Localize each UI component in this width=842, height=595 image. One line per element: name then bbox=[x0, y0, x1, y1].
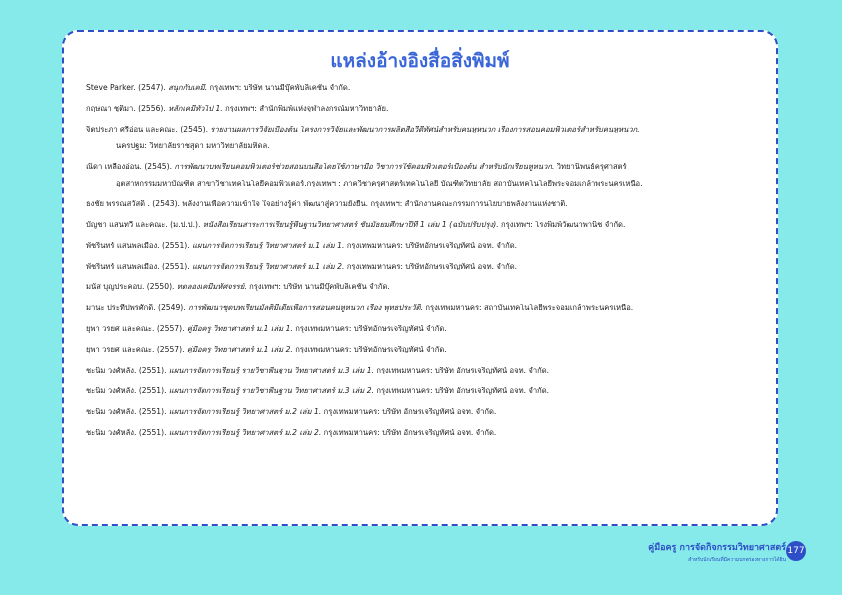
reference-publisher: กรุงเทพมหานคร: บริษัทอักษรเจริญทัศน์ จำกัด. bbox=[292, 345, 447, 354]
reference-author-year: กฤษณา ชุติมา. (2556). bbox=[86, 104, 169, 113]
reference-title: การพัฒนาบทเรียนคอมพิวเตอร์ช่วยสอนบนสื่อโดยใช้ภาษามือ วิชาการใช้คอมพิวเตอร์เบื้องต้น สำหรับนักเรียนหูหนวก. bbox=[174, 162, 555, 171]
page-number-badge: 177 bbox=[786, 541, 806, 561]
reference-line bbox=[86, 387, 762, 395]
reference-title: คู่มือครู วิทยาศาสตร์ ม.1 เล่ม 1. bbox=[186, 325, 293, 333]
footer-book-title: คู่มือครู การจัดกิจกรรมวิทยาศาสตร์ bbox=[648, 543, 786, 553]
reference-title: การพัฒนาชุดบทเรียนมัลติมีเดียเพื่อการสอนคนหูหนวก เรื่อง พุทธประวัติ. bbox=[188, 304, 423, 312]
reference-publisher: กรุงเทพมหานคร: บริษัท อักษรเจริญทัศน์ อจท. จำกัด. bbox=[373, 387, 550, 395]
reference-item bbox=[86, 105, 762, 113]
reference-line bbox=[86, 283, 762, 291]
footer-subtitle: สำหรับนักเรียนที่มีความบกพร่องทางการได้ยิน bbox=[688, 557, 786, 563]
reference-title: คู่มือครู วิทยาศาสตร์ ม.1 เล่ม 2. bbox=[186, 345, 293, 354]
reference-line bbox=[86, 200, 762, 208]
reference-line bbox=[86, 105, 762, 113]
reference-item bbox=[86, 263, 762, 271]
reference-author-year: มนัส บุญประคอบ. (2550). bbox=[86, 283, 177, 292]
reference-author-year: พัชรินทร์ แสนพลเมือง. (2551). bbox=[86, 241, 193, 250]
reference-publisher: พลังงานเพื่อความเข้าใจ ใจอย่างรู้ค่า พัฒนาสู่ความยั่งยืน. กรุงเทพฯ: สำนักงานคณะกรรมการนโยบายพลังงานแห่งชาติ. bbox=[182, 200, 568, 208]
reference-line bbox=[86, 429, 762, 437]
reference-title: รายงานผลการวิจัยเบื้องต้น โครงการวิจัยและพัฒนาการผลิตสื่อวีดีทัศน์สำหรับคนหูหนวก เรื่องการสอนคอมพิวเตอร์สำหรับคนหูหนวก. bbox=[210, 125, 640, 134]
reference-title: หลักเคมีทั่วไป 1. bbox=[168, 104, 223, 113]
reference-line bbox=[86, 408, 762, 416]
reference-publisher: กรุงเทพฯ: โรงพิมพ์วัฒนาพานิช จำกัด. bbox=[498, 221, 626, 229]
reference-item bbox=[86, 163, 762, 187]
reference-title: แผนการจัดการเรียนรู้ วิทยาศาสตร์ ม.1 เล่ม 1. bbox=[192, 241, 345, 250]
reference-line bbox=[86, 163, 762, 171]
reference-title: แผนการจัดการเรียนรู้ วิทยาศาสตร์ ม.2 เล่ม 1. bbox=[168, 408, 322, 416]
reference-continuation: อุตสาหกรรมมหาบัณฑิต สาขาวิชาเทคโนโลยีคอมพิวเตอร์.กรุงเทพฯ : ภาควิชาครุศาสตร์เทคโนโลยี บัณฑิตวิทยาลัย สถาบันเทคโนโลยีพระจอมเกล้าพระนครเหนือ. bbox=[116, 179, 643, 188]
reference-line bbox=[86, 84, 762, 92]
reference-item bbox=[86, 84, 762, 92]
reference-author-year: ชะนิม วงศ์หลัง. (2551). bbox=[86, 387, 169, 395]
page-title: แหล่งอ้างอิงสื่อสิ่งพิมพ์ bbox=[330, 50, 510, 72]
reference-title: แผนการจัดการเรียนรู้ รายวิชาพื้นฐาน วิทยาศาสตร์ ม.3 เล่ม 1. bbox=[168, 366, 374, 375]
reference-title: แผนการจัดการเรียนรู้ วิทยาศาสตร์ ม.2 เล่ม 2. bbox=[168, 428, 322, 437]
reference-continuation: นครปฐม: วิทยาลัยราชสุดา มหาวิทยาลัยมหิดล. bbox=[116, 142, 270, 150]
reference-title: แผนการจัดการเรียนรู้ วิทยาศาสตร์ ม.1 เล่ม 2. bbox=[192, 262, 345, 271]
reference-list bbox=[86, 84, 762, 450]
reference-line bbox=[86, 126, 762, 134]
reference-author-year: ยุพา วรยศ และคณะ. (2557). bbox=[86, 345, 187, 354]
reference-item bbox=[86, 200, 762, 208]
references-card bbox=[62, 30, 778, 526]
reference-author-year: ชะนิม วงศ์หลัง. (2551). bbox=[86, 408, 169, 416]
reference-publisher: กรุงเทพฯ: สำนักพิมพ์แห่งจุฬาลงกรณ์มหาวิทยาลัย. bbox=[222, 104, 389, 113]
reference-publisher: กรุงเทพมหานคร: บริษัท อักษรเจริญทัศน์ อจท. จำกัด. bbox=[373, 366, 550, 375]
reference-author-year: บัญชา แสนทวี และคณะ. (ม.ป.ป.). bbox=[86, 221, 203, 229]
reference-author-year: Steve Parker. (2547). bbox=[86, 84, 169, 92]
reference-item bbox=[86, 408, 762, 416]
reference-item bbox=[86, 242, 762, 250]
reference-item bbox=[86, 221, 762, 229]
reference-title: ทดลองเคมีมหัศจรรย์. bbox=[176, 283, 247, 292]
reference-author-year: ธงชัย พรรณสวัสดิ์ . (2543). bbox=[86, 200, 183, 208]
reference-publisher: กรุงเทพมหานคร: บริษัท อักษรเจริญทัศน์ อจท. จำกัด. bbox=[321, 428, 497, 437]
reference-publisher: วิทยานิพนธ์ครุศาสตร์ bbox=[554, 162, 627, 171]
reference-publisher: กรุงเทพมหานคร: บริษัทอักษรเจริญทัศน์ อจท. จำกัด. bbox=[344, 241, 518, 250]
reference-publisher: กรุงเทพมหานคร: บริษัทอักษรเจริญทัศน์ อจท. จำกัด. bbox=[344, 262, 518, 271]
reference-author-year: ชะนิม วงศ์หลัง. (2551). bbox=[86, 366, 169, 375]
reference-publisher: กรุงเทพมหานคร: บริษัท อักษรเจริญทัศน์ อจท. จำกัด. bbox=[321, 408, 497, 416]
reference-line bbox=[86, 242, 762, 250]
reference-line bbox=[86, 367, 762, 375]
reference-author-year: ชะนิม วงศ์หลัง. (2551). bbox=[86, 428, 169, 437]
reference-author-year: ยุพา วรยศ และคณะ. (2557). bbox=[86, 325, 187, 333]
reference-item bbox=[86, 367, 762, 375]
reference-author-year: จิตประภา ศรีอ่อน และคณะ. (2545). bbox=[86, 125, 211, 134]
reference-title: สนุกกับเคมี. bbox=[168, 84, 208, 92]
footer bbox=[648, 540, 786, 564]
reference-item bbox=[86, 325, 762, 333]
reference-publisher: กรุงเทพมหานคร: บริษัทอักษรเจริญทัศน์ จำกัด. bbox=[292, 325, 447, 333]
reference-item bbox=[86, 283, 762, 291]
reference-publisher: กรุงเทพฯ: บริษัท นานมีบุ๊คพับลิเคชั่น จำกัด. bbox=[246, 283, 390, 292]
reference-item bbox=[86, 346, 762, 354]
reference-publisher: กรุงเทพฯ: บริษัท นานมีบุ๊คพับลิเคชั่น จำกัด. bbox=[207, 84, 351, 92]
reference-line bbox=[86, 346, 762, 354]
reference-item bbox=[86, 387, 762, 395]
reference-author-year: พัชรินทร์ แสนพลเมือง. (2551). bbox=[86, 262, 193, 271]
reference-line bbox=[86, 263, 762, 271]
reference-item bbox=[86, 126, 762, 150]
reference-publisher: กรุงเทพมหานคร: สถาบันเทคโนโลยีพระจอมเกล้าพระนครเหนือ. bbox=[423, 304, 634, 312]
reference-title: แผนการจัดการเรียนรู้ รายวิชาพื้นฐาน วิทยาศาสตร์ ม.3 เล่ม 2. bbox=[168, 387, 374, 395]
reference-line bbox=[86, 304, 762, 312]
reference-line bbox=[86, 325, 762, 333]
reference-author-year: ณิดา เหลืองอ่อน. (2545). bbox=[86, 162, 175, 171]
reference-item bbox=[86, 304, 762, 312]
reference-item bbox=[86, 429, 762, 437]
reference-title: หนังสือเรียนสาระการเรียนรู้พื้นฐานวิทยาศาสตร์ ชั้นมัธยมศึกษาปีที่ 1 เล่ม 1 (ฉบับปรับปรุง). bbox=[202, 221, 499, 229]
reference-line bbox=[86, 221, 762, 229]
reference-author-year: มานะ ประทีปพรศักดิ์. (2549). bbox=[86, 304, 189, 312]
